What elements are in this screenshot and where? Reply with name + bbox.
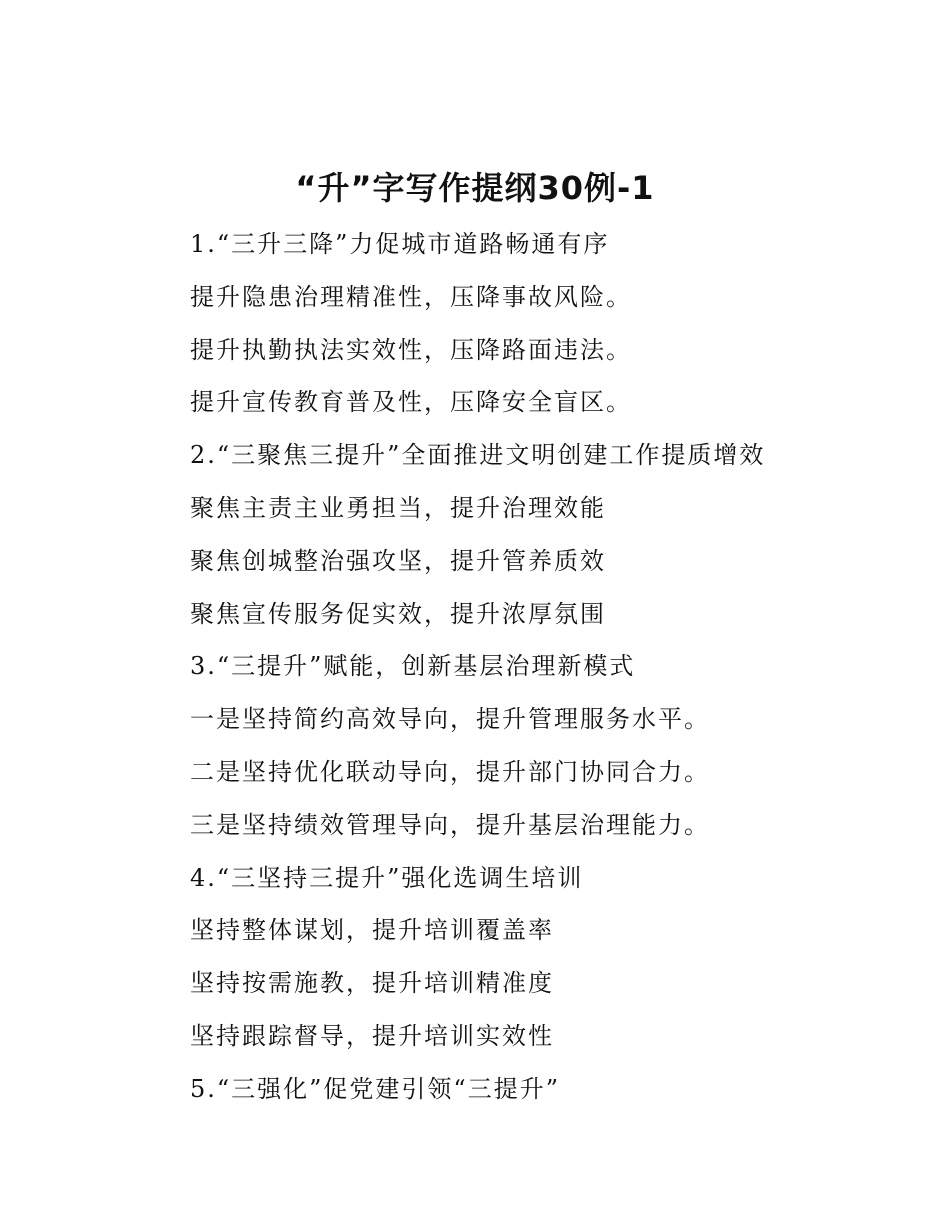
heading-3: 3.“三提升”赋能，创新基层治理新模式 — [190, 652, 636, 681]
paragraph-line: 提升宣传教育普及性，压降安全盲区。 — [190, 388, 632, 417]
paragraph-line: 三是坚持绩效管理导向，提升基层治理能力。 — [190, 810, 710, 839]
document-title: “升”字写作提纲30例-1 — [295, 169, 655, 207]
paragraph-line: 聚焦创城整治强攻坚，提升管养质效 — [190, 546, 606, 575]
paragraph-line: 二是坚持优化联动导向，提升部门协同合力。 — [190, 757, 710, 786]
paragraph-line: 坚持跟踪督导，提升培训实效性 — [190, 1021, 554, 1050]
paragraph-line: 提升执勤执法实效性，压降路面违法。 — [190, 335, 632, 364]
document-body — [190, 218, 910, 1116]
paragraph-line: 坚持按需施教，提升培训精准度 — [190, 969, 554, 998]
paragraph-line: 聚焦宣传服务促实效，提升浓厚氛围 — [190, 599, 606, 628]
heading-2: 2.“三聚焦三提升”全面推进文明创建工作提质增效 — [190, 441, 766, 470]
paragraph-line: 一是坚持简约高效导向，提升管理服务水平。 — [190, 705, 710, 734]
paragraph-line: 聚焦主责主业勇担当，提升治理效能 — [190, 493, 606, 522]
heading-4: 4.“三坚持三提升”强化选调生培训 — [190, 863, 584, 892]
heading-5: 5.“三强化”促党建引领“三提升” — [190, 1074, 560, 1103]
paragraph-line: 提升隐患治理精准性，压降事故风险。 — [190, 282, 632, 311]
paragraph-line: 坚持整体谋划，提升培训覆盖率 — [190, 916, 554, 945]
heading-1: 1.“三升三降”力促城市道路畅通有序 — [190, 230, 610, 258]
